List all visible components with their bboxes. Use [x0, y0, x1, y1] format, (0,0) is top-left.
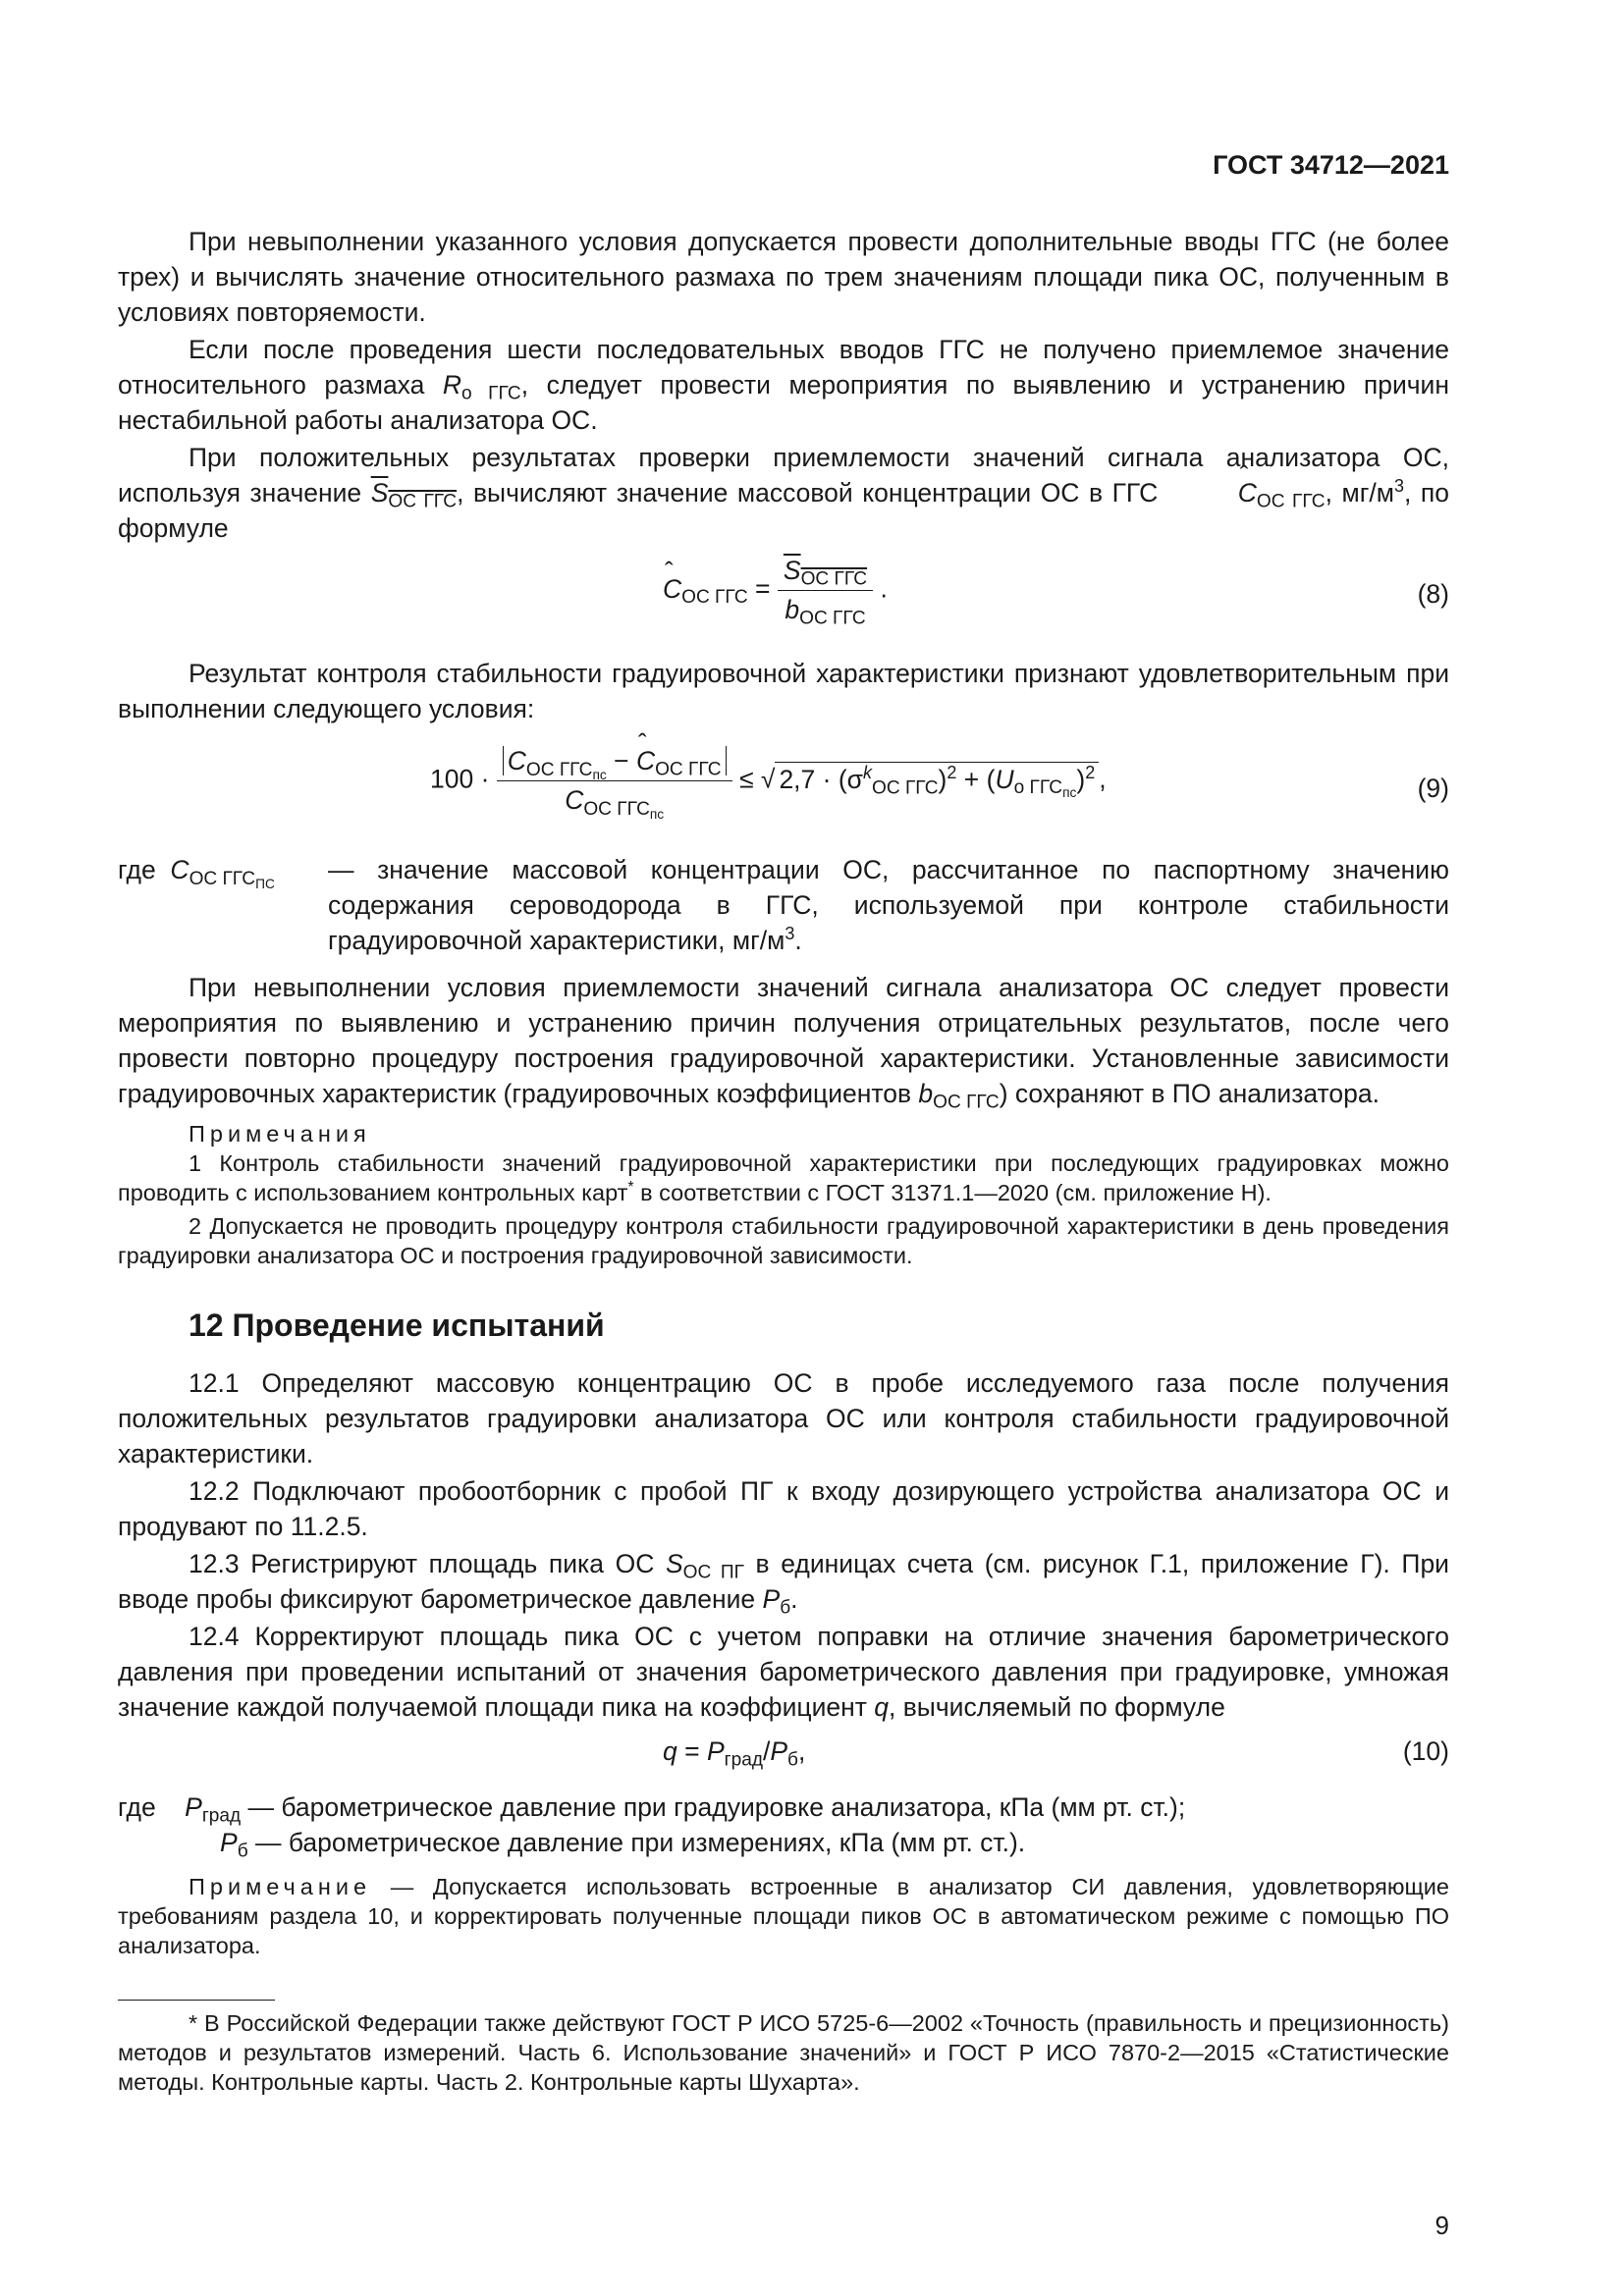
formula-9-number: (9) — [1417, 774, 1449, 803]
formula-10: $q = P_{град}/P_б$, (10) — [663, 1736, 1449, 1771]
paragraph-12-4: 12.4 Корректируют площадь пика ОС с учетом поправки на отличие значения барометрического давления при проведении испытаний от значения барометрического давления при градуировке, умножая значение каждой получаемой площади пика на коэффициент q, вычисляемый по формуле — [118, 1622, 1449, 1722]
document-body — [118, 224, 1449, 2097]
page-number: 9 — [1435, 2211, 1449, 2240]
footnote: * В Российской Федерации также действуют ГОСТ Р ИСО 5725-6—2002 «Точность (правильность и прецизионность) методов и результатов измерений. Часть 6. Использование значений» и ГОСТ Р ИСО 7870-2—2015 «Статистические методы. Контрольные карты. Часть 2. Контрольные карты Шухарта». — [118, 2010, 1449, 2095]
formula-10-number: (10) — [1402, 1736, 1449, 1766]
note-pressure: Примечание — Допускается использовать встроенные в анализатор СИ давления, удовлетворяющие требованиям раздела 10, и корректировать полученные площади пиков ОС в автоматическом режиме с помощью ПО анализатора. — [118, 1874, 1449, 1958]
document-header: ГОСТ 34712—2021 — [1213, 150, 1449, 180]
paragraph-repeat-inputs: При невыполнении указанного условия допускается провести дополнительные вводы ГГС (не более трех) и вычислять значение относительного размаха по трем значениям площади пика ОС, полученным в условиях повторяемости. — [118, 227, 1449, 327]
paragraph-12-2: 12.2 Подключают пробоотборник с пробой ПГ к входу дозирующего устройства анализатора ОС и продувают по 11.2.5. — [118, 1476, 1449, 1541]
note-1: 1 Контроль стабильности значений градуировочной характеристики при последующих градуировках можно проводить с использованием контрольных карт* в соответствии с ГОСТ 31371.1—2020 (см. приложение Н). — [118, 1150, 1449, 1205]
paragraph-12-1: 12.1 Определяют массовую концентрацию ОС в пробе исследуемого газа после получения положительных результатов градуировки анализатора ОС или контроля стабильности градуировочной характеристики. — [118, 1368, 1449, 1468]
formula-8-number: (8) — [1417, 579, 1449, 609]
paragraph-positive-results: При положительных результатах проверки приемлемости значений сигнала анализатора ОС, используя значение $S_{ОС ГГС}$, вычисляют значение массовой концентрации ОС в ГГС ˆ $C_{ОС ГГС}$, $мг/м^3$, по формуле — [118, 440, 1449, 546]
paragraph-six-inputs: Если после проведения шести последовательных вводов ГГС не получено приемлемое значение относительного размаха $R_{о ГГС}$, следует провести мероприятия по выявлению и устранению причин нестабильной работы анализатора ОС. — [118, 335, 1449, 435]
formula-8: ˆ $C_{ОС ГГС}$ = $\frac{S_{ОС ГГС}}{b_{ОС ГГС}}$ . (8) — [118, 552, 1449, 642]
notes-title: Примечания — [189, 1121, 371, 1147]
where-p-grad: где $P_{град}$ — барометрическое давление при градуировке анализатора, кПа (мм рт. ст.); — [118, 1792, 1186, 1827]
where-p-b: $P_б$ — барометрическое давление при измерениях, кПа (мм рт. ст.). — [220, 1828, 1026, 1862]
document-page — [118, 0, 1449, 2296]
where-c-passport: где $C_{ОС ГГС_{ПС}}$ — значение массовой концентрации ОС, рассчитанное по паспортному значению содержания сероводорода в ГГС, используемой при контроле стабильности градуировочной характеристики, $мг/м^3$. — [118, 855, 1449, 955]
section-12-heading: 12 Проведение испытаний — [189, 1308, 605, 1343]
paragraph-failed-condition: При невыполнении условия приемлемости значений сигнала анализатора ОС следует провести мероприятия по выявлению и устранению причин получения отрицательных результатов, после чего провести повторно процедуру построения градуировочной характеристики. Установленные зависимости градуировочных характеристик (градуировочных коэффициентов $b_{ОС ГГС}$) сохраняют в ПО анализатора. — [118, 973, 1449, 1113]
paragraph-12-3: 12.3 Регистрируют площадь пика ОС $S_{ОС ПГ}$ в единицах счета (см. рисунок Г.1, приложение Г). При вводе пробы фиксируют барометрическое давление $P_б$. — [118, 1549, 1449, 1619]
paragraph-stability-result: Результат контроля стабильности градуировочной характеристики признают удовлетворительным при выполнении следующего условия: — [118, 659, 1449, 723]
formula-9: 100 · $\frac{C_{ОС ГГС_{пс}} - ˆ C_{ОС ГГС}}{C_{ОС ГГС_{пс}}}$ ≤ √ $2,7 \cdot (\sigma^k_{ОС ГГС})^2 + (U_{о ГГС_{пс}})^2$ , (9) — [118, 740, 1449, 842]
footnote-separator — [118, 2000, 275, 2001]
note-2: 2 Допускается не проводить процедуру контроля стабильности градуировочной характеристики в день проведения градуировки анализатора ОС и построения градуировочной зависимости. — [118, 1213, 1449, 1268]
